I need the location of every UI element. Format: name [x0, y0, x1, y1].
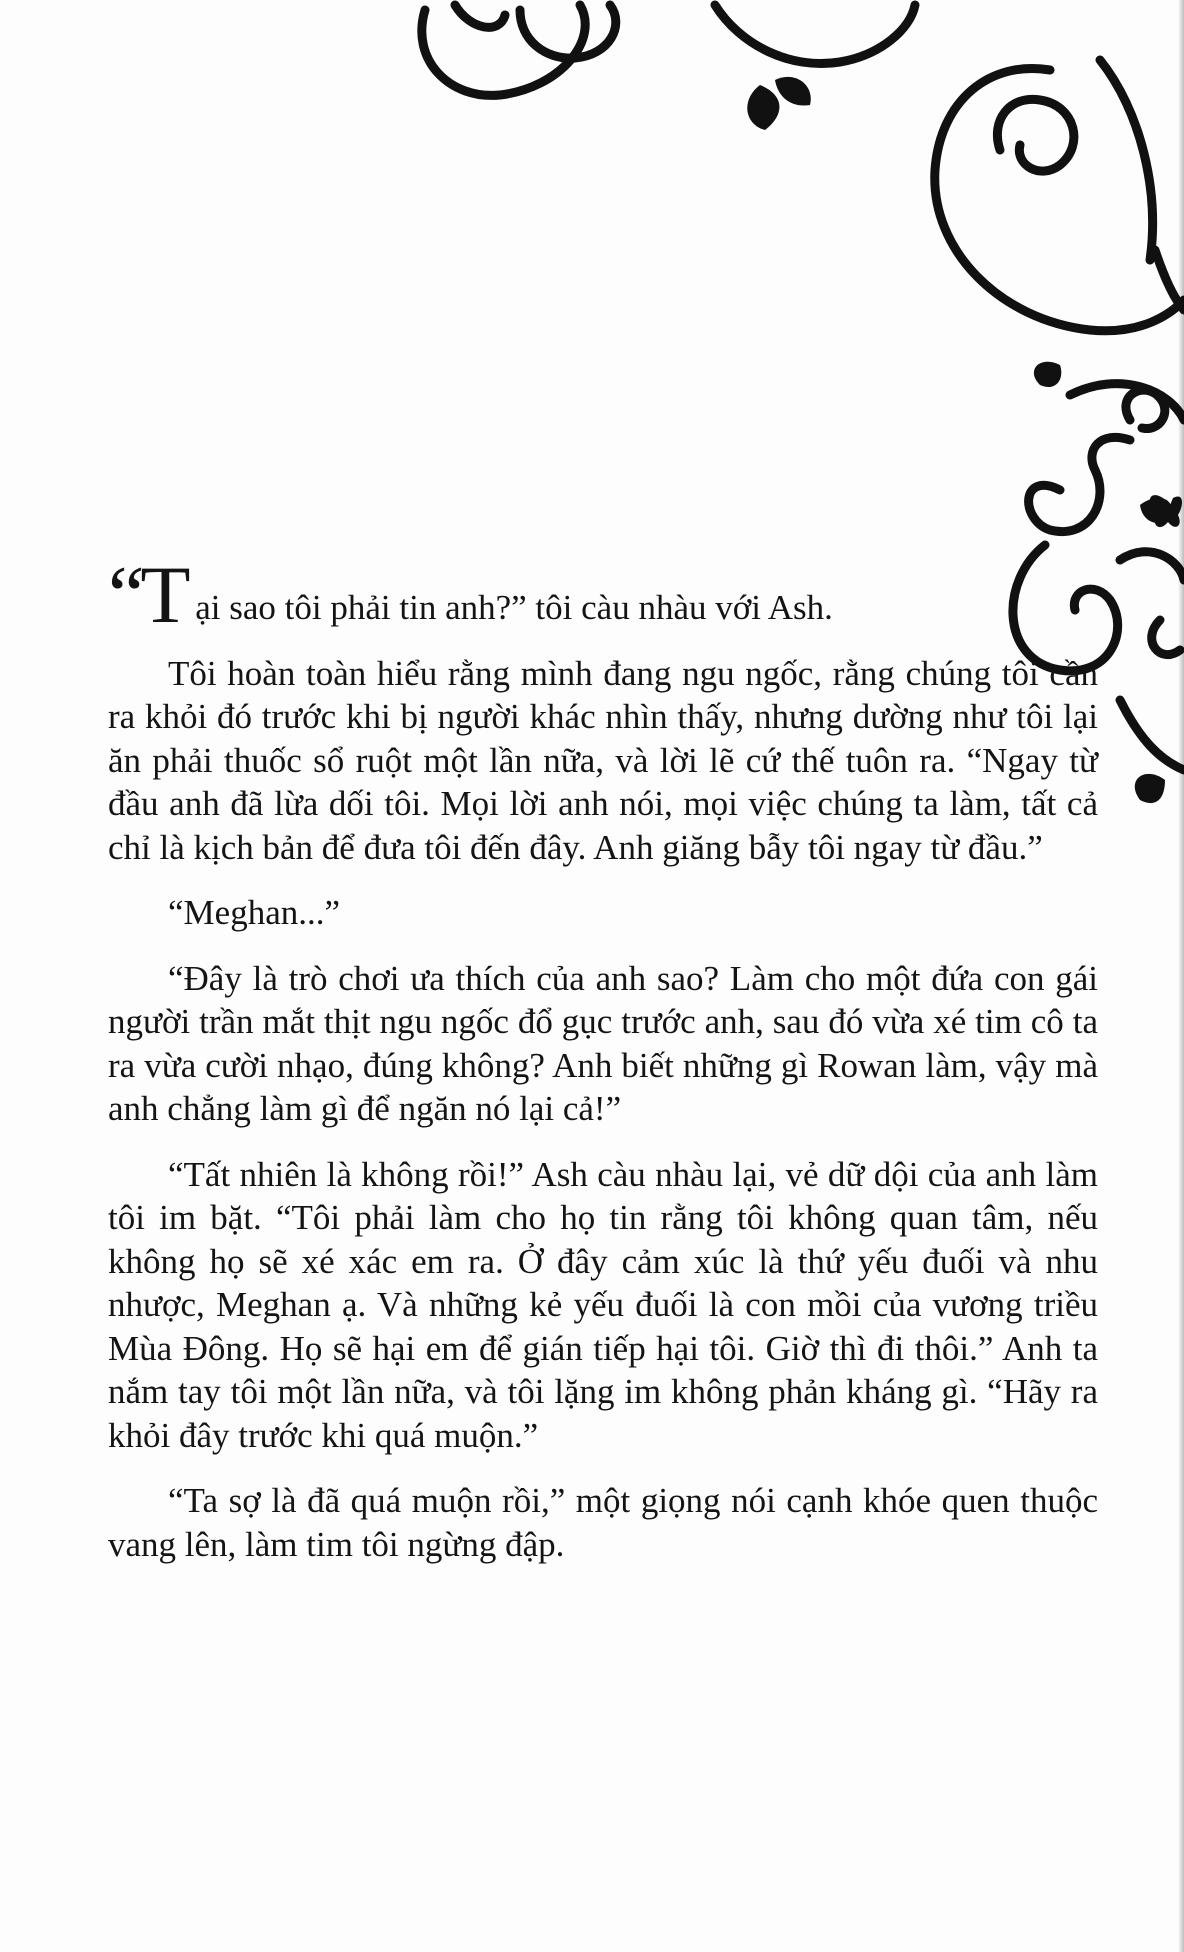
- paragraph: Tôi hoàn toàn hiểu rằng mình đang ngu ngốc, rằng chúng tôi cần ra khỏi đó trước khi bị người khác nhìn thấy, nhưng dường như tôi lại ăn phải thuốc sổ ruột một lần nữa, và lời lẽ cứ thế tuôn ra. “Ngay từ đầu anh đã lừa dối tôi. Mọi lời anh nói, mọi việc chúng ta làm, tất cả chỉ là kịch bản để đưa tôi đến đây. Anh giăng bẫy tôi ngay từ đầu.”: [108, 653, 1098, 867]
- page-edge-shadow: [1178, 0, 1184, 1952]
- paragraph: “Ta sợ là đã quá muộn rồi,” một giọng nói cạnh khóe quen thuộc vang lên, làm tim tôi ngừng đập.: [108, 1481, 1098, 1564]
- drop-cap: “T: [108, 549, 187, 640]
- story-text: [108, 549, 1098, 1588]
- paragraph: “Meghan...”: [168, 893, 341, 932]
- paragraph: “Đây là trò chơi ưa thích của anh sao? Làm cho một đứa con gái người trần mắt thịt ngu ngốc đổ gục trước anh, sau đó vừa xé tim cô ta ra vừa cười nhạo, đúng không? Anh biết những gì Rowan làm, vậy mà anh chẳng làm gì để ngăn nó lại cả!”: [108, 958, 1098, 1128]
- paragraph: “Tất nhiên là không rồi!” Ash càu nhàu lại, vẻ dữ dội của anh làm tôi im bặt. “Tôi phải làm cho họ tin rằng tôi không quan tâm, nếu không họ sẽ xé xác em ra. Ở đây cảm xúc là thứ yếu đuối và nhu nhược, Meghan ạ. Và những kẻ yếu đuối là con mồi của vương triều Mùa Đông. Họ sẽ hại em để gián tiếp hại tôi. Giờ thì đi thôi.” Anh ta nắm tay tôi một lần nữa, và tôi lặng im không phản kháng gì. “Hãy ra khỏi đây trước khi quá muộn.”: [108, 1154, 1098, 1455]
- paragraph-opening: “T ại sao tôi phải tin anh?” tôi càu nhàu với Ash.: [108, 549, 833, 640]
